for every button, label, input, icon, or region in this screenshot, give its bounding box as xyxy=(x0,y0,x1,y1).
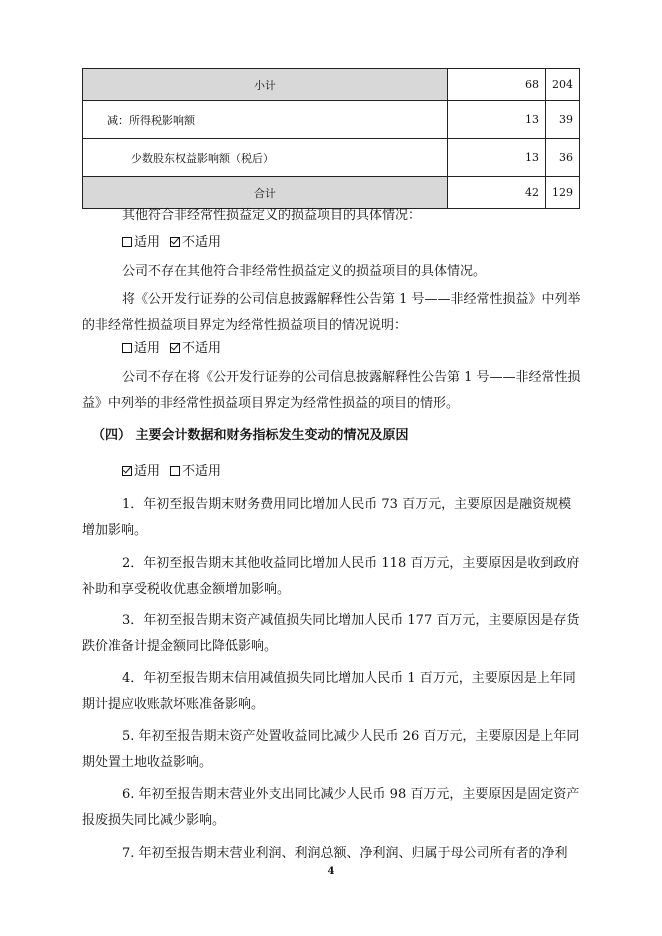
row-label: 小计 xyxy=(83,69,448,101)
checkbox-checked-icon xyxy=(122,466,132,476)
reason-item-3: 3．年初至报告期末资产减值损失同比增加人民币 177 百万元，主要原因是存货跌价准备计提金额同比降低影响。 xyxy=(82,613,580,654)
table-row xyxy=(83,139,580,177)
applicable-label: 适用 xyxy=(134,464,161,479)
cell-value: 204 xyxy=(546,69,580,101)
other-items-intro: 其他符合非经常性损益定义的损益项目的具体情况： xyxy=(122,208,422,223)
reason-item-2: 2．年初至报告期末其他收益同比增加人民币 118 百万元，主要原因是收到政府补助和享受税收优惠金额增加影响。 xyxy=(82,556,580,597)
row-label: 少数股东权益影响额（税后） xyxy=(83,139,448,177)
applicable-label: 适用 xyxy=(134,341,161,356)
checkbox-checked-icon xyxy=(170,237,180,247)
reason-item-4: 4．年初至报告期末信用减值损失同比增加人民币 1 百万元，主要原因是上年同期计提应收账款坏账准备影响。 xyxy=(82,671,576,712)
applicable-label: 适用 xyxy=(134,235,161,250)
reason-item-6: 6. 年初至报告期末营业外支出同比减少人民币 98 百万元，主要原因是固定资产报废损失同比减少影响。 xyxy=(82,787,580,828)
row-label: 减：所得税影响额 xyxy=(83,101,448,139)
reclass-answer: 公司不存在将《公开发行证券的公司信息披露解释性公告第 1 号——非经常性损益》中列举的非经常性损益项目界定为经常性损益的项目的情形。 xyxy=(82,370,581,411)
table-row xyxy=(83,69,580,101)
checkbox-unchecked-icon xyxy=(122,237,132,247)
checkbox-unchecked-icon xyxy=(170,466,180,476)
applicability-checkboxes-3 xyxy=(122,462,221,482)
reclass-intro: 将《公开发行证券的公司信息披露解释性公告第 1 号——非经常性损益》中列举的非经常性损益项目界定为经常性损益项目的情况说明： xyxy=(82,292,581,333)
checkbox-checked-icon xyxy=(170,343,180,353)
cell-value: 42 xyxy=(447,177,545,209)
cell-value: 13 xyxy=(447,101,545,139)
applicability-checkboxes-2 xyxy=(122,339,221,359)
not-applicable-label: 不适用 xyxy=(182,235,222,250)
reason-item-1: 1．年初至报告期末财务费用同比增加人民币 73 百万元，主要原因是融资规模增加影响。 xyxy=(82,497,572,538)
applicability-checkboxes-1 xyxy=(122,233,221,253)
cell-value: 36 xyxy=(546,139,580,177)
not-applicable-label: 不适用 xyxy=(182,464,222,479)
checkbox-unchecked-icon xyxy=(122,343,132,353)
row-label: 合计 xyxy=(83,177,448,209)
other-items-answer: 公司不存在其他符合非经常性损益定义的损益项目的具体情况。 xyxy=(122,264,487,279)
page-number: 4 xyxy=(327,866,335,877)
reason-item-5: 5. 年初至报告期末资产处置收益同比减少人民币 26 百万元，主要原因是上年同期处置土地收益影响。 xyxy=(82,729,580,770)
cell-value: 68 xyxy=(447,69,545,101)
table-row xyxy=(83,101,580,139)
cell-value: 129 xyxy=(546,177,580,209)
non-recurring-gains-table xyxy=(82,68,580,209)
cell-value: 13 xyxy=(447,139,545,177)
not-applicable-label: 不适用 xyxy=(182,341,222,356)
cell-value: 39 xyxy=(546,101,580,139)
reason-item-7: 7. 年初至报告期末营业利润、利润总额、净利润、归属于母公司所有者的净利 xyxy=(122,846,568,861)
section-heading: （四） 主要会计数据和财务指标发生变动的情况及原因 xyxy=(92,428,409,443)
